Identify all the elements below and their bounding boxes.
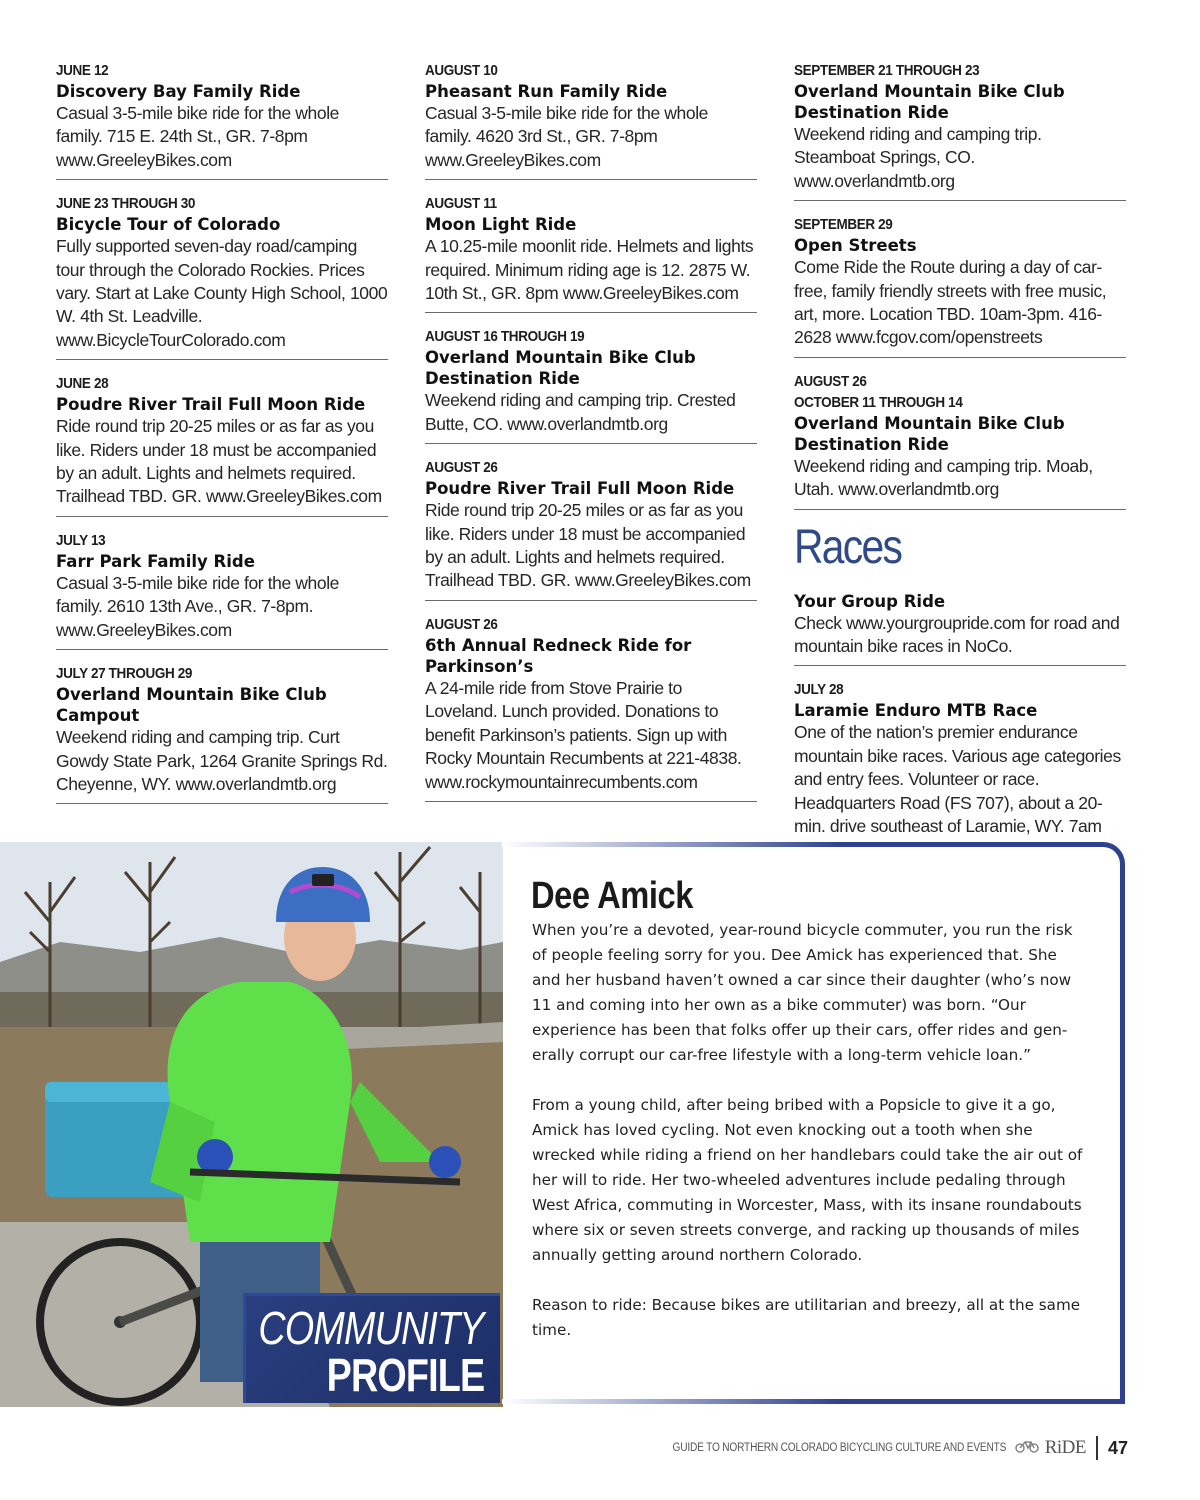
event-description: Casual 3-5-mile bike ride for the whole family. 2610 13th Ave., GR. 7-8pm. www.GreeleyBikes.com <box>56 572 340 640</box>
event-description: Weekend riding and camping trip. Curt Gowdy State Park, 1264 Granite Springs Rd. Cheyenne, WY. www.overlandmtb.org <box>56 727 388 794</box>
events-column-2 <box>425 60 757 815</box>
event-date: JUNE 28 <box>56 375 109 393</box>
community-profile-line1: COMMUNITY <box>258 1302 484 1354</box>
event-title: Overland Mountain Bike Club Destination Ride <box>794 82 1065 122</box>
event-description: Weekend riding and camping trip. Steamboat Springs, CO. www.overlandmtb.org <box>794 124 1042 191</box>
event-title: Pheasant Run Family Ride <box>425 82 668 101</box>
event-entry <box>425 193 757 313</box>
event-date: JULY 27 THROUGH 29 <box>56 665 193 683</box>
event-title: Poudre River Trail Full Moon Ride <box>425 479 735 499</box>
events-column-1 <box>56 60 388 817</box>
event-date: JULY 13 <box>56 531 106 549</box>
page-number: 47 <box>1107 1437 1128 1458</box>
event-entry <box>425 60 757 180</box>
event-entry <box>56 530 388 650</box>
event-entry <box>56 60 388 180</box>
footer-divider <box>1096 1436 1098 1460</box>
event-description: A 10.25-mile moonlit ride. Helmets and lights required. Minimum riding age is 12. 2875 W. 10th St., GR. 8pm www.GreeleyBikes.com <box>425 236 754 304</box>
event-description: Casual 3-5-mile bike ride for the whole family. 4620 3rd St., GR. 7-8pm www.GreeleyBikes.com <box>425 103 709 170</box>
event-title: Bicycle Tour of Colorado <box>56 215 281 235</box>
event-title: Overland Mountain Bike Club Destination Ride <box>794 413 1065 454</box>
event-date: AUGUST 26 <box>425 459 498 477</box>
footer-guide-text: GUIDE TO NORTHERN COLORADO BICYCLING CULTURE AND EVENTS <box>672 1442 1007 1454</box>
event-title: Poudre River Trail Full Moon Ride <box>56 395 366 415</box>
race-date: JULY 28 <box>794 681 844 699</box>
event-date-secondary: OCTOBER 11 THROUGH 14 <box>794 393 963 411</box>
event-title: Farr Park Family Ride <box>56 551 255 571</box>
profile-text <box>532 918 1084 1368</box>
event-date: SEPTEMBER 21 THROUGH 23 <box>794 62 980 79</box>
event-description: Ride round trip 20-25 miles or as far as you like. Riders under 18 must be accompanied by an adult. Lights and helmets required. Trailhead TBD. GR. www.GreeleyBikes.com <box>425 500 751 591</box>
profile-photo <box>0 842 503 1407</box>
page-footer <box>627 1434 1128 1462</box>
events-column-3 <box>794 60 1126 859</box>
bicycle-icon <box>1015 1439 1039 1458</box>
community-profile-label <box>243 1293 500 1403</box>
event-entry <box>425 457 757 601</box>
event-entry <box>425 326 757 444</box>
event-description: Fully supported seven-day road/camping tour through the Colorado Rockies. Prices vary. Start at Lake County High School, 1000 W. 4th St. Leadville. www.BicycleTourColorado.com <box>56 236 388 350</box>
race-description: Check www.yourgroupride.com for road and mountain bike races in NoCo. <box>794 612 1120 657</box>
event-description: Casual 3-5-mile bike ride for the whole family. 715 E. 24th St., GR. 7-8pm www.GreeleyBikes.com <box>56 103 340 170</box>
profile-paragraph: From a young child, after being bribed with a Popsicle to give it a go, Amick has loved cycling. Not even knocking out a tooth when she wrecked while riding a friend on her handlebars could take the air out of her will to ride. Her two-wheeled adventures include pedaling through West Africa, commuting in Worcester, Mass, with its insane roundabouts where six or seven streets converge, and racking up thousands of miles annually getting around northern Colorado. <box>532 1096 1083 1264</box>
event-entry <box>425 614 757 802</box>
profile-paragraph: When you’re a devoted, year-round bicycle commuter, you run the risk of people feeling sorry for you. Dee Amick has experienced that. She and her husband haven’t owned a car since their daughter (who’s now 11 and coming into her own as a bike commuter) was born. “Our experience has been that folks offer up their cars, offer rides and gen-erally corrupt our car-free lifestyle with a long-term vehicle loan.” <box>532 921 1073 1064</box>
event-date: JUNE 12 <box>56 62 109 79</box>
event-title: Overland Mountain Bike Club Campout <box>56 685 327 726</box>
profile-name: Dee Amick <box>531 875 694 917</box>
event-description: Ride round trip 20-25 miles or as far as you like. Riders under 18 must be accompanied by an adult. Lights and helmets required. Trailhead TBD. GR. www.GreeleyBikes.com <box>56 416 382 507</box>
event-description: Weekend riding and camping trip. Crested Butte, CO. www.overlandmtb.org <box>425 390 736 434</box>
event-date: SEPTEMBER 29 <box>794 216 893 234</box>
event-date: AUGUST 26 <box>425 615 498 633</box>
event-date: JUNE 23 THROUGH 30 <box>56 195 196 213</box>
event-entry <box>56 663 388 804</box>
event-title: Overland Mountain Bike Club Destination Ride <box>425 348 696 389</box>
race-title: Your Group Ride <box>794 591 946 611</box>
event-date: AUGUST 26 <box>794 372 867 390</box>
event-entry <box>794 371 1126 510</box>
event-entry <box>794 214 1126 358</box>
race-description: One of the nation’s premier endurance mountain bike races. Various age categories and entry fees. Volunteer or race. Headquarters Road (FS 707), about a 20-min. drive southeast of Laramie, WY. 7am <box>794 722 1121 837</box>
race-title: Laramie Enduro MTB Race <box>794 701 1038 721</box>
profile-paragraph: Reason to ride: Because bikes are utilitarian and breezy, all at the same time. <box>532 1296 1081 1339</box>
community-profile-line2: PROFILE <box>326 1349 484 1401</box>
races-heading: Races <box>794 520 902 574</box>
race-entry <box>794 591 1126 667</box>
footer-brand: RiDE <box>1044 1437 1086 1458</box>
race-entry <box>794 679 1126 845</box>
event-title: 6th Annual Redneck Ride for Parkinson’s <box>425 635 692 676</box>
event-description: Come Ride the Route during a day of car-free, family friendly streets with free music, art, more. Location TBD. 10am-3pm. 416-2628 www.fcgov.com/openstreets <box>794 257 1107 348</box>
event-date: AUGUST 10 <box>425 62 498 79</box>
event-date: AUGUST 11 <box>425 195 497 213</box>
event-title: Discovery Bay Family Ride <box>56 82 301 101</box>
event-entry <box>56 373 388 517</box>
event-title: Open Streets <box>794 236 917 256</box>
event-date: AUGUST 16 THROUGH 19 <box>425 328 585 346</box>
event-entry <box>56 193 388 360</box>
event-entry <box>794 60 1126 201</box>
event-title: Moon Light Ride <box>425 215 577 235</box>
event-description: A 24-mile ride from Stove Prairie to Loveland. Lunch provided. Donations to benefit Parkinson’s patients. Sign up with Rocky Mountain Recumbents at 221-4838. www.rockymountainrecumbents.com <box>425 677 742 792</box>
event-description: Weekend riding and camping trip. Moab, Utah. www.overlandmtb.org <box>794 455 1093 500</box>
